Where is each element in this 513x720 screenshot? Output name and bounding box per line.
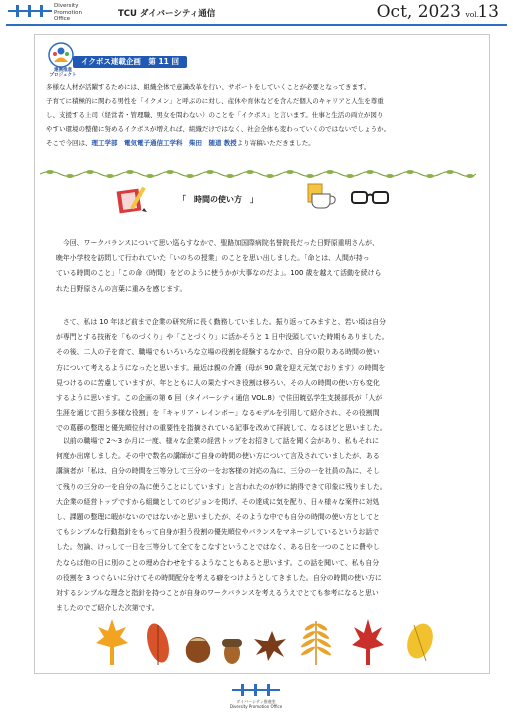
intro-block — [46, 80, 476, 150]
issue-date: Oct, 2023 — [376, 2, 461, 22]
fern-leaf-icon — [300, 621, 332, 665]
article-title: 「 時間の使い方 」 — [178, 195, 258, 204]
volume-label: vol. — [465, 10, 479, 19]
autumn-leaves-illustration — [90, 617, 450, 667]
volume-number: 13 — [477, 2, 499, 22]
intro-line: し、支援する上司（経営者・管理職、男女を問わない）のことを「イクボス」と言います。仕事と生活の両立が図り — [46, 111, 384, 119]
office-name: Diversity Promotion Office — [54, 3, 82, 22]
glasses-icon — [350, 186, 390, 208]
series-label: イクボス連載企画 第 11 回 — [73, 56, 187, 68]
oak-leaf-icon — [143, 621, 173, 665]
paragraph-3: 以前の職場で 2～3 か月に一度、様々な企業の経営トップをお招きして話を聞く会があり、私もそれに 何度か出席しました。その中で数名の講師がご自身の時間の使い方について言及されていましたが、ある 講演者が「私は、自分の時間を三等分して三分の一をお客様の対応の為に、三分の一を社員の為に、そし て残りの三分の一を自分の為に使うことにしています」と言われたのが妙に納得できて印象に残りました。 大企業の経営トップですから組織としてのビジョンを掲げ、その達成に気を配り、日々様々な案件に対処 し、課題の整理に暇がないのではないかと思いましたが、そのような中でも自分の時間の使い方としてと てもシンプルな行動指針をもって自身が担う役割の優先順位やバランスをマネージしているというお話で した。勿論、けっして一日を三等分して全てをこなすということではなく、ある日を一つのことに費やし たならば他の日に別のことの埋め合わせをするようなこともあると思います。この話を聞いて、私も自分 の役割を 3 つぐらいに分けてその時間配分を考える癖をつけようとしてきました。自分の時間の使い方に 対するシンプルな理念と指針を持つことが自身のワークバランスを考えるうえでとても参考になると思い ましたのでご紹介した次第です。 — [56, 437, 387, 613]
article-title-row — [114, 188, 414, 212]
project-badge-label: 連携推進 プロジェクト — [49, 68, 77, 78]
header-rule — [6, 24, 507, 26]
footer-logo — [232, 684, 280, 696]
paragraph-1: 今回、ワークバランスについて思い巡らすなかで、聖路加国際病院名誉院長だった日野原重明さんが、 晩年小学校を訪問して行われていた「いのちの授業」のことを思い出しました。「命とは、人間が持っ ている時間のこと」「この命（時間）をどのように使うかが大事なのだよ」。100 歳を越えて活動を続けら れた日野原さんの言葉に重みを感じます。 — [56, 239, 382, 293]
leaf-vine-divider — [40, 168, 476, 180]
intro-line: 子育てに積極的に関わる男性を「イクメン」と呼ぶのに対し、産休や育休などを含んだ個人のキャリアと人生を尊重 — [46, 97, 384, 105]
newsletter-title: TCU ダイバーシティ通信 — [118, 9, 216, 19]
intro-line: 多様な人材が活躍するためには、組織全体で意識改革を行い、サポートをしていくことが必要となってきます。 — [46, 83, 371, 91]
contributor-name: 理工学部 電気電子通信工学科 柴田 随道 教授 — [91, 139, 237, 147]
star-anise-icon — [254, 631, 286, 661]
yellow-leaf-icon — [403, 620, 438, 662]
maple-leaf-icon — [96, 619, 128, 665]
diversity-office-logo — [8, 4, 52, 18]
footer-office-name: ダイバーシティ推進室 Diversity Promotion Office — [229, 699, 283, 709]
intro-line-contributor: そこで今回は、理工学部 電気電子通信工学科 柴田 随道 教授より寄稿いただきました。 — [46, 139, 315, 147]
notebook-pencil-icon — [114, 184, 158, 214]
acorn-icon — [222, 639, 242, 664]
paragraph-2: さて、私は 10 年ほど前まで企業の研究所に長く勤務していました。振り返ってみますと、若い頃は自分 が専門とする技術を「ものづくり」や「ことづくり」に活かそうと 1 日中没頭していた時期もありました。 その後、二人の子を育て、職場でもいろいろな立場の役割を経験するなかで、自分の限りある時間の使い 方について考えるようになったと思います。最近は親の介護（母が 90 歳を迎え元気でおります）の時間を 見つけるのに苦慮していますが、年とともに人の果たすべき役割は移ろい、その人の時間の使い方も変化 するように思います。この企画の第 6 回（タイバーシティ通信 VOL.8）で住田暁弘学生支援部長が「人が 生涯を通じて担う多様な役割」を「キャリア・レインボー」なるモデルを引用して紹介され、その役割間 での葛藤の整理と優先順位付けの重要性を指摘されている記事を改めて拝読して、なるほどと思いました。 — [56, 318, 389, 433]
chestnut-icon — [186, 637, 211, 663]
tea-cup-icon — [304, 182, 340, 212]
red-leaf-icon — [352, 619, 384, 665]
project-badge-icon — [48, 42, 74, 68]
intro-line: やすい環境の整備に努めるイクボスが増えれば、組織だけではなく、社会全体も変わっていくのではないでしょうか。 — [46, 125, 391, 133]
